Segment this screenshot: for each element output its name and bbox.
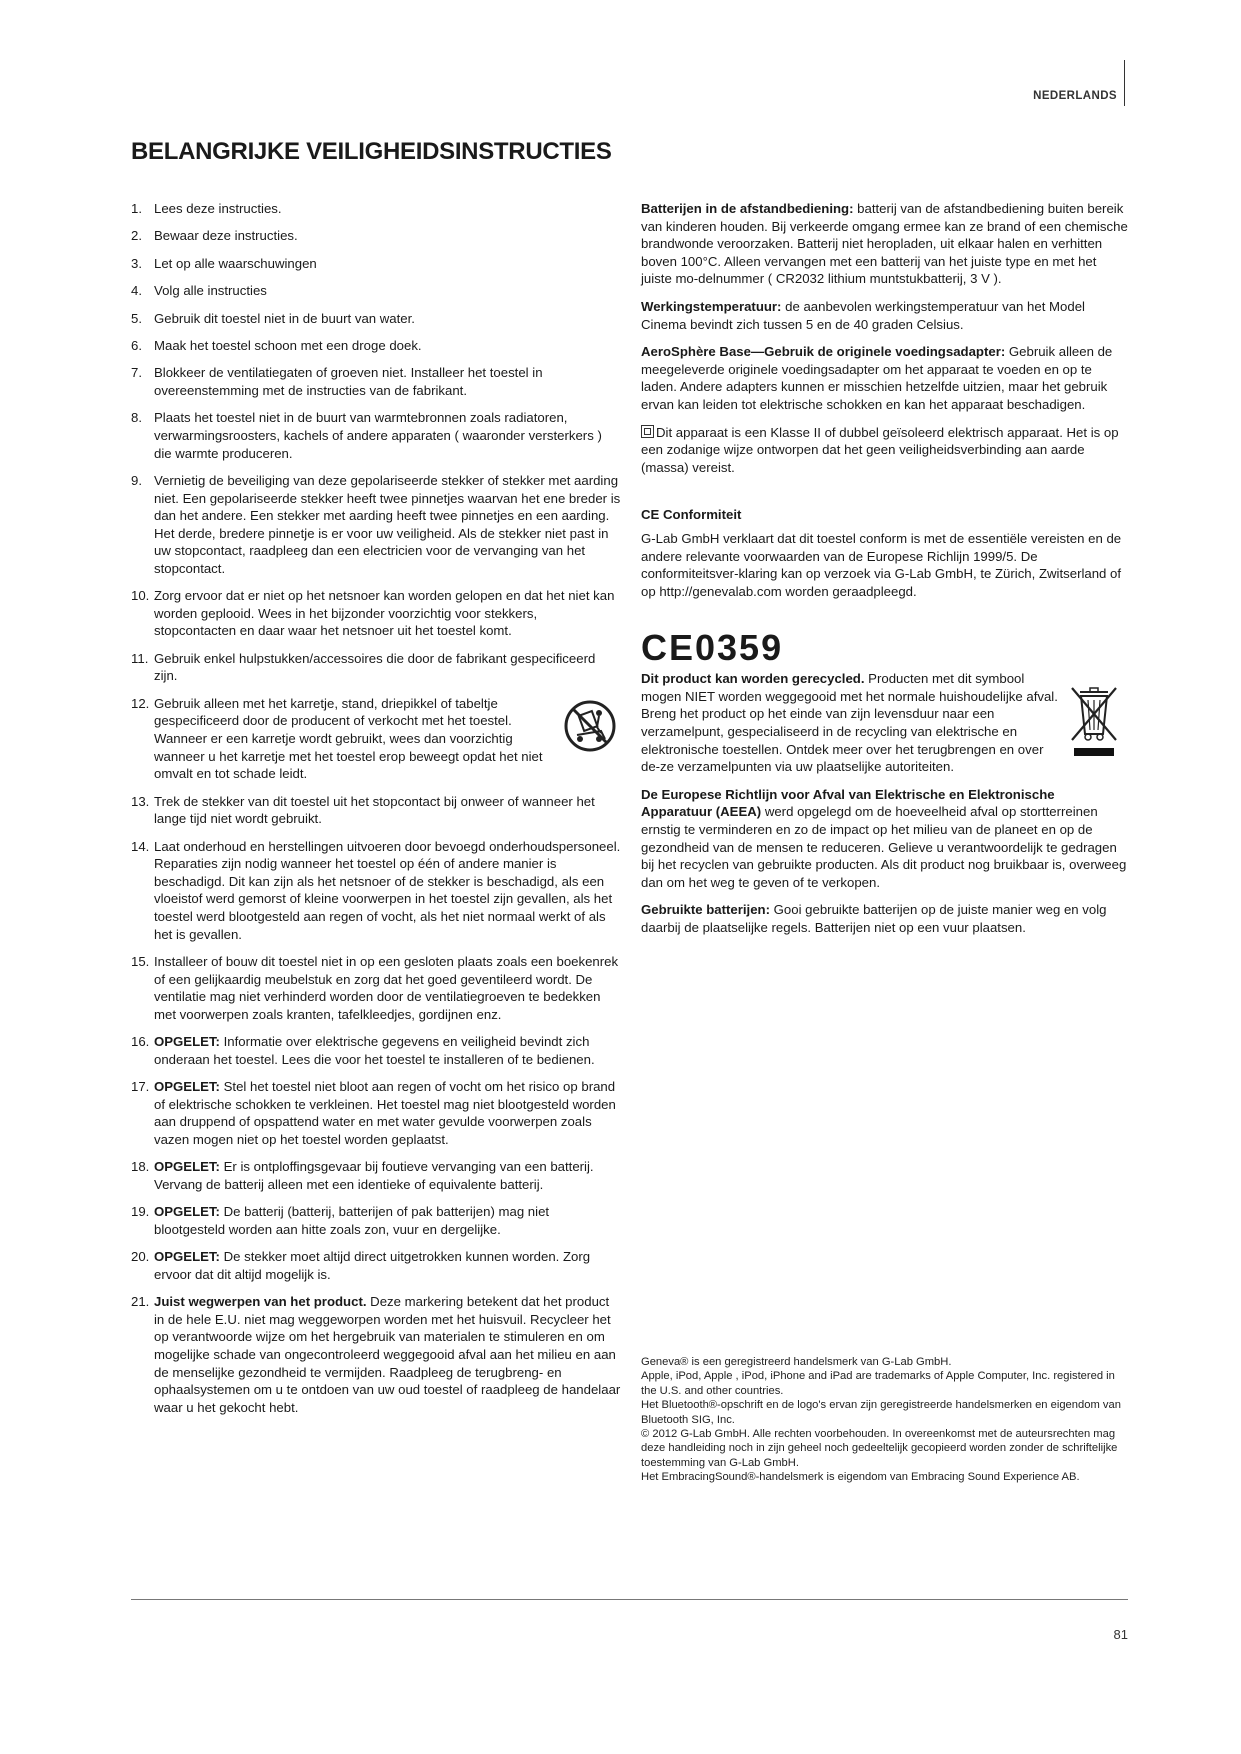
item-text: Gebruik dit toestel niet in de buurt van water. bbox=[154, 310, 415, 326]
instruction-item bbox=[131, 1293, 621, 1416]
item-number: 3. bbox=[131, 255, 142, 271]
instruction-item bbox=[131, 1078, 621, 1148]
item-text: Deze markering betekent dat het product in de hele E.U. niet mag weggeworpen worden met het huisvuil. Recycleer het op verantwoorde wijze om het hergebruik van materialen te stimuleren en om mogelijke schade van ongecontroleerd weggegooid afval aan het milieu en aan de menselijke gezondheid te vermijden. Raadpleeg de terugbreng- en ophaalsystemen om u te ontdoen van uw oud toestel of raadpleeg de handelaar waar u het gekocht hebt. bbox=[154, 1294, 621, 1415]
instructions-list bbox=[131, 200, 621, 1416]
item-text: Gebruik enkel hulpstukken/accessoires die door de fabrikant gespecificeerd zijn. bbox=[154, 650, 596, 684]
instruction-item bbox=[131, 310, 621, 328]
weee-text: werd opgelegd om de hoeveelheid afval op stortterreinen ernstig te verminderen en zo de impact op het milieu van de planeet en op de gezondheid van de mensen te reduceren. Gelieve u verantwoordelijk te gedragen bij het recyclen van gebruikte producten. Als dit product nog bruikbaar is, overweeg dan om het weg te geven of te verkopen. bbox=[641, 804, 1127, 890]
item-number: 6. bbox=[131, 337, 142, 353]
item-number: 18. bbox=[131, 1159, 150, 1175]
item-bold-label: OPGELET: bbox=[154, 1159, 220, 1175]
temperature-heading: Werkingstemperatuur: bbox=[641, 298, 782, 314]
ce-conformity-heading: CE Conformiteit bbox=[641, 507, 742, 523]
instruction-item bbox=[131, 364, 621, 399]
item-text: Trek de stekker van dit toestel uit het stopcontact bij onweer of wanneer het lange tijd niet wordt gebruikt. bbox=[154, 793, 595, 827]
ce-conformity-text: G-Lab GmbH verklaart dat dit toestel conform is met de essentiële vereisten en de andere relevante voorwaarden van de Europese Richlijn 1999/5. De conformiteitsver-klaring kan op verzoek via G-Lab GmbH, te Zürich, Zwitserland of op http://genevalab.com worden geraadpleegd. bbox=[641, 530, 1122, 599]
page-title: BELANGRIJKE VEILIGHEIDSINSTRUCTIES bbox=[131, 138, 612, 165]
instruction-item bbox=[131, 282, 621, 300]
item-number: 11. bbox=[131, 650, 149, 666]
item-number: 12. bbox=[131, 695, 150, 711]
item-number: 20. bbox=[131, 1249, 150, 1265]
item-number: 7. bbox=[131, 365, 142, 381]
item-number: 19. bbox=[131, 1204, 150, 1220]
instruction-item bbox=[131, 695, 621, 783]
instruction-item bbox=[131, 255, 621, 273]
item-text: Informatie over elektrische gegevens en veiligheid bevindt zich onderaan het toestel. Lees die voor het toestel te installeren of te bedienen. bbox=[154, 1034, 595, 1067]
item-text: Plaats het toestel niet in de buurt van warmtebronnen zoals radiatoren, verwarmingsroosters, kachels of andere apparaten ( waaronder versterkers ) die warmte produceren. bbox=[154, 410, 602, 461]
recycle-text: Producten met dit symbool mogen NIET worden weggegooid met het normale huishoudelijke afval. Breng het product op het einde van zijn levensduur naar een verzamelpunt, gespecialiseerd in de recycling van elektrische en elektronische toestellen. Ontdek meer over het terugbrengen en over de-ze verzamelpunten via uw plaatselijke autoriteiten. bbox=[641, 671, 1058, 775]
trademark-line: Het Bluetooth®-opschrift en de logo's ervan zijn geregistreerde handelsmerken en eigendom van Bluetooth SIG, Inc. bbox=[641, 1399, 1121, 1426]
instructions-column bbox=[131, 200, 621, 1426]
item-number: 8. bbox=[131, 410, 142, 426]
instruction-item bbox=[131, 1033, 621, 1068]
recycle-notice bbox=[641, 670, 1058, 776]
item-number: 9. bbox=[131, 472, 142, 488]
item-text: Let op alle waarschuwingen bbox=[154, 255, 317, 271]
item-text: Zorg ervoor dat er niet op het netsnoer kan worden gelopen en dat het niet kan worden geplooid. Wees in het bijzonder voorzichtig voor stekkers, stopcontacten en daar waar het netsnoer uit het toestel komt. bbox=[154, 588, 615, 639]
instruction-item bbox=[131, 200, 621, 218]
temperature-notice bbox=[641, 298, 1128, 333]
footer-divider bbox=[131, 1599, 1128, 1600]
item-bold-label: OPGELET: bbox=[154, 1204, 220, 1220]
item-number: 2. bbox=[131, 228, 142, 244]
item-bold-label: OPGELET: bbox=[154, 1034, 220, 1050]
temperature-text: de aanbevolen werkingstemperatuur van het Model Cinema bevindt zich tussen 5 en de 40 graden Celsius. bbox=[641, 298, 1085, 332]
battery-heading: Batterijen in de afstandbediening: bbox=[641, 201, 854, 216]
battery-text: batterij van de afstandbediening buiten bereik van kinderen houden. Bij verkeerde omgang ermee kan ze brand of een chemische brandwonde veroorzaken. Batterij niet heropladen, uit elkaar halen en verhitten boven 100°C. Alleen vervangen met een batterij van het juiste type en met het juiste mo-delnummer ( CR2032 lithium muntstukbatterij, 3 V ). bbox=[641, 201, 1128, 287]
trademark-line: Apple, iPod, Apple , iPod, iPhone and iPad are trademarks of Apple Computer, Inc. registered in the U.S. and other countries. bbox=[641, 1370, 1115, 1397]
item-bold-label: OPGELET: bbox=[154, 1079, 220, 1095]
instruction-item bbox=[131, 953, 621, 1023]
instruction-item bbox=[131, 838, 621, 944]
instruction-item bbox=[131, 1248, 621, 1283]
item-text: Er is ontploffingsgevaar bij foutieve vervanging van een batterij. Vervang de batterij alleen met een identieke of equivalente batterij. bbox=[154, 1159, 594, 1192]
battery-notice bbox=[641, 200, 1128, 288]
instruction-item bbox=[131, 650, 621, 685]
item-number: 14. bbox=[131, 838, 150, 854]
trademark-line: © 2012 G-Lab GmbH. Alle rechten voorbehouden. In overeenkomst met de auteursrechten mag deze handleiding noch in zijn geheel noch gedeeltelijk gecopieerd worden zonder de schriftelijke toestemming van G-Lab GmbH. bbox=[641, 1428, 1118, 1469]
instruction-item bbox=[131, 409, 621, 462]
item-text: Laat onderhoud en herstellingen uitvoeren door bevoegd onderhoudspersoneel. Reparaties zijn nodig wanneer het toestel op één of andere manier is beschadigd. Dit kan zijn als het netsnoer of de stekker is beschadigd, als een vloeistof werd gemorst of kleine voorwerpen in het toestel zijn gevallen, als het toestel werd blootgesteld aan regen of vocht, als het niet normaal werkt of als het is gevallen. bbox=[154, 838, 621, 942]
item-text: Blokkeer de ventilatiegaten of groeven niet. Installeer het toestel in overeenstemming met de instructies van de fabrikant. bbox=[154, 365, 543, 398]
instruction-item bbox=[131, 1203, 621, 1238]
instruction-item bbox=[131, 472, 621, 578]
used-batteries-notice bbox=[641, 901, 1128, 936]
item-number: 17. bbox=[131, 1079, 150, 1095]
notices-column bbox=[641, 200, 1128, 947]
item-text: Lees deze instructies. bbox=[154, 201, 282, 216]
item-text: De batterij (batterij, batterijen of pak batterijen) mag niet blootgesteld worden aan hitte zoals zon, vuur en dergelijke. bbox=[154, 1204, 550, 1237]
item-number: 1. bbox=[131, 201, 142, 216]
item-number: 10. bbox=[131, 588, 150, 604]
item-text: Volg alle instructies bbox=[154, 283, 267, 299]
item-number: 4. bbox=[131, 283, 142, 299]
instruction-item bbox=[131, 793, 621, 828]
adapter-heading: AeroSphère Base—Gebruik de originele voedingsadapter: bbox=[641, 344, 1006, 360]
item-text: Maak het toestel schoon met een droge doek. bbox=[154, 337, 422, 353]
item-number: 13. bbox=[131, 793, 150, 809]
item-text: Bewaar deze instructies. bbox=[154, 228, 298, 244]
trademark-line: Geneva® is een geregistreerd handelsmerk van G-Lab GmbH. bbox=[641, 1356, 952, 1368]
trademark-notices bbox=[641, 1355, 1128, 1485]
ce-mark-logo: CE0359 bbox=[641, 627, 784, 669]
item-text: Gebruik alleen met het karretje, stand, driepikkel of tabeltje gespecificeerd door de producent of verkocht met het toestel. Wanneer er een karretje wordt gebruikt, wees dan voorzichtig wanneer u het karretje met het toestel erop beweegt opdat het niet omvalt en tot schade leidt. bbox=[154, 695, 543, 782]
item-text: De stekker moet altijd direct uitgetrokken kunnen worden. Zorg ervoor dat dit altijd mogelijk is. bbox=[154, 1249, 591, 1282]
crossed-bin-icon bbox=[1068, 684, 1120, 760]
adapter-text: Gebruik alleen de meegeleverde originele voedingsadapter om het apparaat te voeden en op te laden. Andere adapters kunnen er misschien hetzelfde uitzien, maar het gebruik ervan kan leiden tot elektrische schokken en kan het apparaat beschadigen. bbox=[641, 344, 1113, 412]
instruction-item bbox=[131, 587, 621, 640]
item-bold-label: Juist wegwerpen van het product. bbox=[154, 1294, 367, 1310]
item-number: 5. bbox=[131, 310, 142, 326]
adapter-notice bbox=[641, 343, 1128, 413]
item-bold-label: OPGELET: bbox=[154, 1249, 220, 1265]
item-number: 15. bbox=[131, 953, 150, 969]
weee-directive-notice bbox=[641, 786, 1128, 892]
language-label: NEDERLANDS bbox=[1033, 90, 1117, 102]
page-number: 81 bbox=[1113, 1627, 1128, 1642]
used-batteries-text: Gooi gebruikte batterijen op de juiste manier weg en volg daarbij de plaatselijke regels. Batterijen niet op een vuur plaatsen. bbox=[641, 902, 1107, 935]
item-text: Vernietig de beveiliging van deze gepolariseerde stekker of stekker met aarding niet. Een gepolariseerde stekker heeft twee pinnetjes waarvan het ene breder is dan het andere. Een stekker met aarding heeft twee pinnetjes en een aarding. Het derde, bredere pinnetje is er voor uw veiligheid. Als de stekker niet past in uw stopcontact, raadpleeg dan een electricien voor de vervanging van het stopcontact. bbox=[154, 472, 621, 576]
used-batteries-heading: Gebruikte batterijen: bbox=[641, 902, 770, 918]
recycle-section bbox=[641, 670, 1128, 776]
cart-tipover-warning-icon bbox=[563, 699, 617, 753]
double-insulated-icon bbox=[641, 425, 654, 438]
recycle-heading: Dit product kan worden gerecycled. bbox=[641, 671, 865, 687]
item-number: 16. bbox=[131, 1034, 150, 1050]
header-divider bbox=[1124, 60, 1126, 106]
item-text: Stel het toestel niet bloot aan regen of vocht om het risico op brand of elektrische schokken te verkleinen. Het toestel mag niet blootgesteld worden aan druppend of opspattend water en met water gevulde voorwerpen zoals vazen mogen niet op het toestel worden geplaatst. bbox=[154, 1079, 616, 1147]
item-text: Installeer of bouw dit toestel niet in op een gesloten plaats zoals een boekenrek of een gelijkaardig meubelstuk en zorg dat het goed geventileerd wordt. De ventilatie mag niet verhinderd worden door de ventilatiegroeven te bedekken met voorwerpen zoals kranten, tafelkleedjes, gordijnen enz. bbox=[154, 953, 619, 1022]
instruction-item bbox=[131, 337, 621, 355]
class2-notice bbox=[641, 424, 1128, 477]
item-number: 21. bbox=[131, 1294, 150, 1310]
trademark-line: Het EmbracingSound®-handelsmerk is eigendom van Embracing Sound Experience AB. bbox=[641, 1471, 1080, 1484]
instruction-item bbox=[131, 1158, 621, 1193]
instruction-item bbox=[131, 227, 621, 245]
weee-heading: De Europese Richtlijn voor Afval van Elektrische en Elektronische Apparatuur (AEEA) bbox=[641, 786, 1055, 820]
class2-text: Dit apparaat is een Klasse II of dubbel geïsoleerd elektrisch apparaat. Het is op een zodanige wijze ontworpen dat het geen veiligheidsverbinding aan aarde (massa) vereist. bbox=[641, 424, 1119, 475]
